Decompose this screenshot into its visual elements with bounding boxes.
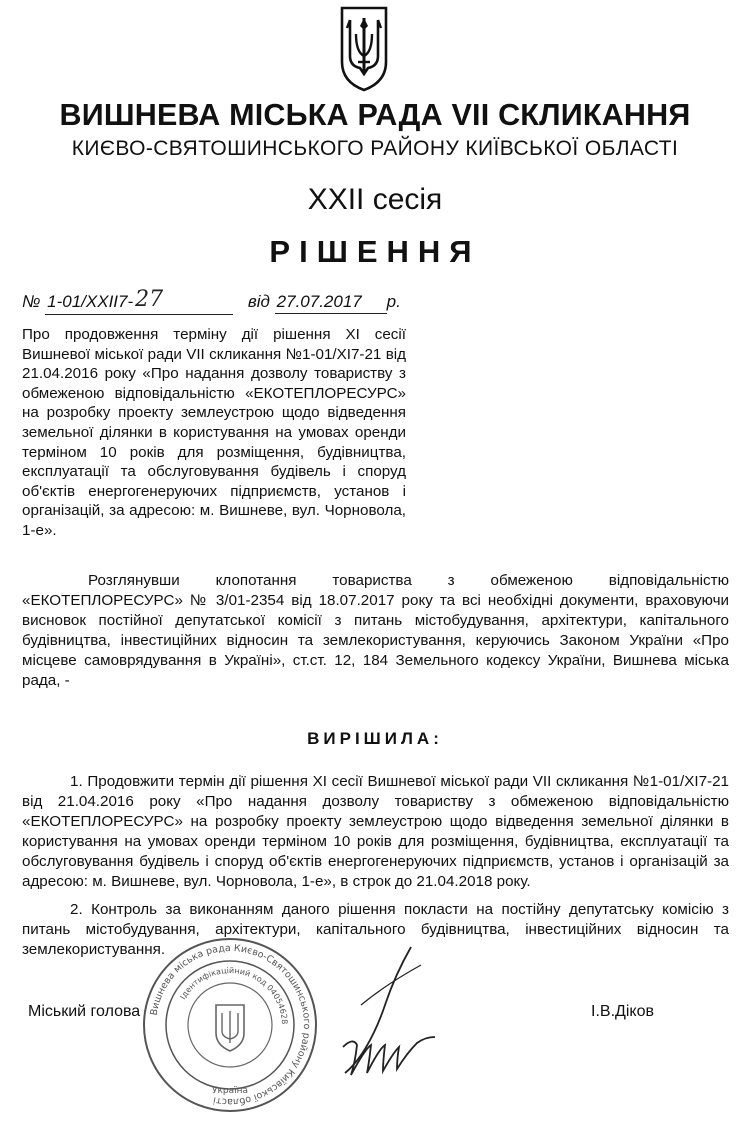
decision-item-1: 1. Продовжити термін дії рішення XI сесії Вишневої міської ради VII скликання №1-01/XI7-21 від 21.04.2016 року «Про надання дозволу товариству з обмеженою відповідальністю «ЕКОТЕПЛОРЕСУРС» на розробку проекту землеустрою щодо відведення земельної ділянки в користування на умовах оренди терміном 10 років для розміщення, будівництва, експлуатації та обслуговування будівель і споруд об'єктів енергогенеруючих підприємств, установ і організацій за адресою: м. Вишневе, вул. Чорновола, 1-е», в строк до 21.04.2018 року.: [22, 773, 729, 890]
document-date: 27.07.2017: [275, 292, 387, 314]
district-name: КИЄВО-СВЯТОШИНСЬКОГО РАЙОНУ КИЇВСЬКОЇ ОБЛАСТІ: [71, 137, 679, 160]
svg-text:Україна: Україна: [211, 1086, 249, 1096]
mayor-title: Міський голова: [28, 1003, 141, 1020]
session-label: XXII сесія: [307, 183, 443, 216]
decision-item-2: 2. Контроль за виконанням даного рішення покласти на постійну депутатську комісію з питань містобудування, архітектури, капітального будівництва, інвестиційних відносин та землекористування.: [22, 901, 729, 958]
resolved-heading: ВИРІШИЛА:: [307, 729, 443, 748]
mayor-name: І.В.Діков: [591, 1003, 654, 1020]
svg-text:Ідентифікаційний код 04054628: Ідентифікаційний код 04054628: [178, 965, 290, 1025]
year-suffix: р.: [386, 292, 401, 311]
preamble-paragraph: Розглянувши клопотання товариства з обмеженою відповідальністю «ЕКОТЕПЛОРЕСУРС» № 3/01-2354 від 18.07.2017 року та всі необхідні документи, враховуючи висновок постійної депутатської комісії з питань містобудування, архітектури, капітального будівництва, інвестиційних відносин та землекористування, керуючись Законом України «Про місцеве самоврядування в Україні», ст.ст. 12, 184 Земельного кодексу України, Вишнева міська рада, -: [22, 572, 729, 689]
trident-emblem-icon: [336, 4, 392, 92]
date-label: від: [247, 292, 270, 311]
number-handwritten: 27: [135, 287, 164, 312]
council-name: ВИШНЕВА МІСЬКА РАДА VII СКЛИКАННЯ: [59, 98, 691, 132]
document-number: [45, 288, 233, 315]
document-number-line: [22, 288, 401, 315]
number-typed: 1-01/XXII7-: [47, 292, 134, 311]
official-seal-icon: [140, 935, 320, 1115]
signature-icon: [325, 945, 455, 1085]
number-prefix: №: [22, 292, 41, 311]
svg-text:Вишнева міська рада Києво-Свят: Вишнева міська рада Києво-Святошинського району Київської області: [148, 942, 313, 1108]
decision-subject: Про продовження терміну дії рішення XI сесії Вишневої міської ради VII скликання №1-01/XI7-21 від 21.04.2016 року «Про надання дозволу товариству з обмеженою відповідальністю «ЕКОТЕПЛОРЕСУРС» на розробку проекту землеустрою щодо відведення земельної ділянки в користування на умовах оренди терміном 10 років для розміщення, будівництва, експлуатації та обслуговування будівель і споруд об'єктів енергогенеруючих підприємств, установ і організацій, за адресою: м. Вишневе, вул. Чорновола, 1-е».: [22, 326, 406, 539]
decision-title: РІШЕННЯ: [269, 234, 481, 269]
